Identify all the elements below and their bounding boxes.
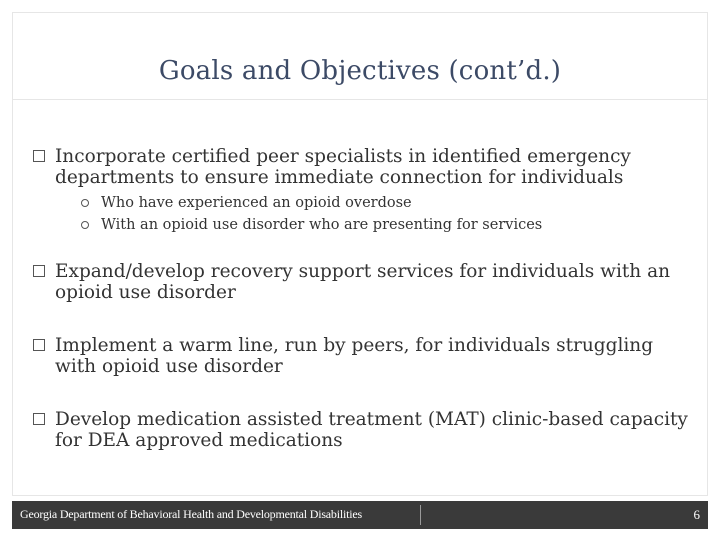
circle-bullet-icon [81, 221, 89, 229]
footer-divider [420, 505, 421, 525]
bullet-item [31, 146, 691, 236]
footer-organization: Georgia Department of Behavioral Health and Developmental Disabilities [20, 507, 362, 521]
bullet-text: Develop medication assisted treatment (MAT) clinic-based capacity for DEA approved medications [55, 409, 688, 451]
sub-bullet-list [55, 192, 691, 236]
sub-bullet-item [79, 192, 691, 214]
slide-title: Goals and Objectives (cont’d.) [158, 56, 562, 86]
slide-content [31, 146, 691, 451]
bullet-item [31, 261, 691, 303]
bullet-text: Implement a warm line, run by peers, for individuals struggling with opioid use disorder [55, 335, 654, 377]
sub-bullet-text: Who have experienced an opioid overdose [101, 195, 412, 211]
bullet-text: Incorporate certified peer specialists in identified emergency departments to ensure immediate connection for individuals [55, 146, 631, 188]
sub-bullet-text: With an opioid use disorder who are presenting for services [101, 217, 543, 233]
circle-bullet-icon [81, 199, 89, 207]
title-area [12, 12, 708, 100]
square-bullet-icon [33, 413, 45, 425]
bullet-item [31, 335, 691, 377]
bullet-text: Expand/develop recovery support services for individuals with an opioid use disorder [55, 261, 671, 303]
footer-bar [12, 501, 708, 529]
square-bullet-icon [33, 339, 45, 351]
bullet-item [31, 409, 691, 451]
sub-bullet-item [79, 214, 691, 236]
square-bullet-icon [33, 265, 45, 277]
square-bullet-icon [33, 150, 45, 162]
page-number: 6 [693, 507, 700, 522]
